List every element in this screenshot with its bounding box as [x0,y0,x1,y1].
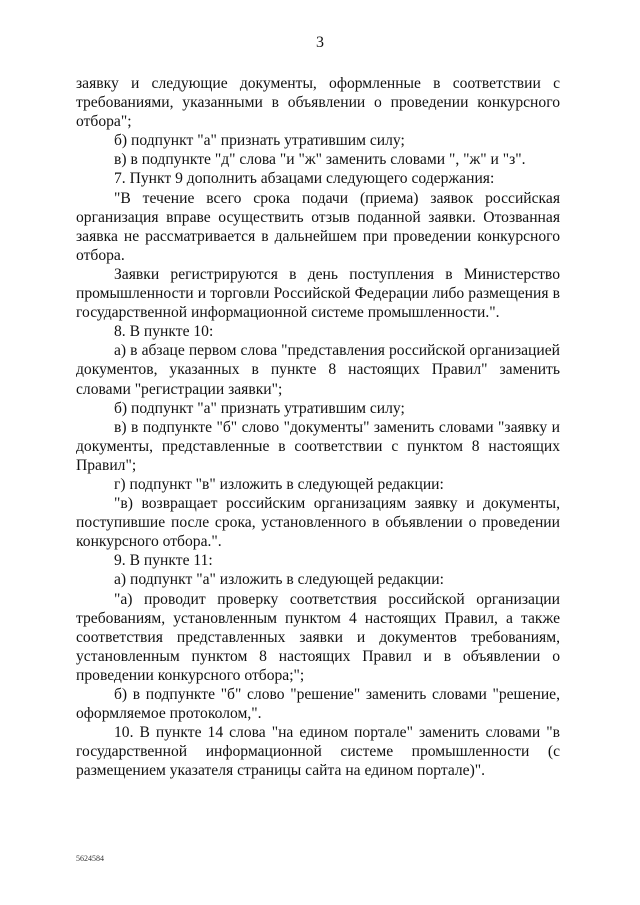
paragraph: "в) возвращает российским организациям заявку и документы, поступившие после срока, установленного в объявлении о проведении конкурсного отбора.". [76,495,560,551]
paragraph: 10. В пункте 14 слова "на едином портале" заменить словами "в государственной информационной системе промышленности (с размещением указателя страницы сайта на едином портале)". [76,724,560,780]
paragraph: 7. Пункт 9 дополнить абзацами следующего содержания: [114,170,495,188]
document-body [76,74,560,780]
paragraph: в) в подпункте "д" слова "и "ж" заменить словами ", "ж" и "з". [114,151,526,169]
paragraph: 9. В пункте 11: [114,552,213,570]
paragraph: "а) проводит проверку соответствия российской организации требованиям, установленным пунктом 4 настоящих Правил, а также соответствия представленных заявки и документов требованиям, установленным пунктом 8 настоящих Правил и в объявлении о проведении конкурсного отбора;"; [76,590,560,684]
paragraph: заявку и следующие документы, оформленные в соответствии с требованиями, указанными в объявлении о проведении конкурсного отбора"; [76,75,560,131]
paragraph: 8. В пункте 10: [114,323,214,341]
paragraph: а) подпункт "а" изложить в следующей редакции: [114,571,444,589]
page-number: 3 [316,34,324,51]
paragraph: б) подпункт "а" признать утратившим силу; [114,132,405,150]
paragraph: б) в подпункте "б" слово "решение" заменить словами "решение, оформляемое протоколом,". [76,686,560,723]
paragraph: в) в подпункте "б" слово "документы" заменить словами "заявку и документы, представленные в соответствии с пунктом 8 настоящих Правил"; [76,418,560,474]
paragraph: г) подпункт "в" изложить в следующей редакции: [114,475,444,493]
paragraph: Заявки регистрируются в день поступления в Министерство промышленности и торговли Российской Федерации либо размещения в государственной информационной системе промышленности.". [76,265,560,322]
paragraph: б) подпункт "а" признать утратившим силу; [114,399,405,417]
paragraph: "В течение всего срока подачи (приема) заявок российская организация вправе осуществить отзыв поданной заявки. Отозванная заявка не рассматривается в дальнейшем при проведении конкурсного отбора. [76,189,560,264]
document-code: 5624584 [76,854,104,863]
paragraph: а) в абзаце первом слова "представления российской организацией документов, указанных в пункте 8 настоящих Правил" заменить словами "регистрации заявки"; [76,342,560,398]
